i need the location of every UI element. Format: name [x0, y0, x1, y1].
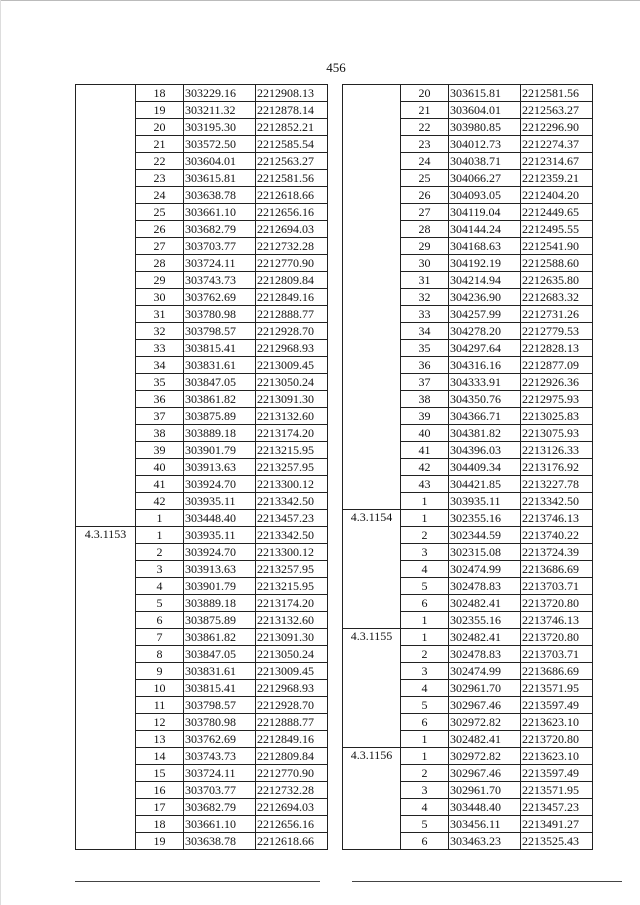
point-number-cell: 6 [401, 595, 449, 612]
x-coordinate-cell: 303935.11 [449, 493, 521, 510]
y-coordinate-cell: 2212770.90 [256, 255, 328, 272]
point-number-cell: 19 [136, 102, 184, 119]
y-coordinate-cell: 2213050.24 [256, 374, 328, 391]
y-coordinate-cell: 2213597.49 [521, 765, 593, 782]
y-coordinate-cell: 2213009.45 [256, 357, 328, 374]
point-number-cell: 7 [136, 629, 184, 646]
y-coordinate-cell: 2213342.50 [521, 493, 593, 510]
point-number-cell: 31 [136, 306, 184, 323]
x-coordinate-cell: 303615.81 [184, 170, 256, 187]
point-number-cell: 37 [136, 408, 184, 425]
point-number-cell: 30 [401, 255, 449, 272]
point-number-cell: 15 [136, 765, 184, 782]
y-coordinate-cell: 2212656.16 [256, 204, 328, 221]
y-coordinate-cell: 2212585.54 [256, 136, 328, 153]
x-coordinate-cell: 304093.05 [449, 187, 521, 204]
y-coordinate-cell: 2213623.10 [521, 714, 593, 731]
left-table-body [76, 85, 328, 850]
y-coordinate-cell: 2212694.03 [256, 221, 328, 238]
y-coordinate-cell: 2212877.09 [521, 357, 593, 374]
x-coordinate-cell: 303448.40 [184, 510, 256, 527]
point-number-cell: 11 [136, 697, 184, 714]
y-coordinate-cell: 2213257.95 [256, 459, 328, 476]
point-number-cell: 40 [136, 459, 184, 476]
y-coordinate-cell: 2213227.78 [521, 476, 593, 493]
y-coordinate-cell: 2213126.33 [521, 442, 593, 459]
y-coordinate-cell: 2213176.92 [521, 459, 593, 476]
point-number-cell: 42 [401, 459, 449, 476]
y-coordinate-cell: 2212588.60 [521, 255, 593, 272]
point-number-cell: 35 [401, 340, 449, 357]
y-coordinate-cell: 2213623.10 [521, 748, 593, 765]
point-number-cell: 1 [136, 510, 184, 527]
x-coordinate-cell: 304366.71 [449, 408, 521, 425]
point-number-cell: 22 [136, 153, 184, 170]
x-coordinate-cell: 303762.69 [184, 289, 256, 306]
x-coordinate-cell: 304421.85 [449, 476, 521, 493]
x-coordinate-cell: 303935.11 [184, 493, 256, 510]
point-number-cell: 19 [136, 833, 184, 850]
x-coordinate-cell: 302355.16 [449, 510, 521, 527]
table-row [76, 85, 328, 102]
point-number-cell: 3 [401, 544, 449, 561]
y-coordinate-cell: 2213571.95 [521, 680, 593, 697]
x-coordinate-cell: 303195.30 [184, 119, 256, 136]
y-coordinate-cell: 2212888.77 [256, 714, 328, 731]
coordinates-table-left [75, 84, 328, 850]
y-coordinate-cell: 2213174.20 [256, 425, 328, 442]
x-coordinate-cell: 302961.70 [449, 680, 521, 697]
x-coordinate-cell: 302961.70 [449, 782, 521, 799]
y-coordinate-cell: 2212731.26 [521, 306, 593, 323]
point-number-cell: 36 [136, 391, 184, 408]
x-coordinate-cell: 304381.82 [449, 425, 521, 442]
x-coordinate-cell: 303211.32 [184, 102, 256, 119]
x-coordinate-cell: 303913.63 [184, 561, 256, 578]
point-number-cell: 38 [401, 391, 449, 408]
y-coordinate-cell: 2213075.93 [521, 425, 593, 442]
y-coordinate-cell: 2212968.93 [256, 680, 328, 697]
point-number-cell: 2 [401, 765, 449, 782]
y-coordinate-cell: 2213720.80 [521, 731, 593, 748]
x-coordinate-cell: 303682.79 [184, 799, 256, 816]
right-table-body [343, 85, 593, 850]
x-coordinate-cell: 303798.57 [184, 697, 256, 714]
x-coordinate-cell: 304192.19 [449, 255, 521, 272]
point-number-cell: 32 [136, 323, 184, 340]
x-coordinate-cell: 304316.16 [449, 357, 521, 374]
point-number-cell: 40 [401, 425, 449, 442]
point-number-cell: 26 [136, 221, 184, 238]
x-coordinate-cell: 303661.10 [184, 204, 256, 221]
y-coordinate-cell: 2213571.95 [521, 782, 593, 799]
point-number-cell: 24 [401, 153, 449, 170]
section-number-cell: 4.3.1153 [76, 527, 136, 850]
x-coordinate-cell: 303743.73 [184, 272, 256, 289]
point-number-cell: 38 [136, 425, 184, 442]
point-number-cell: 33 [136, 340, 184, 357]
y-coordinate-cell: 2212908.13 [256, 85, 328, 102]
x-coordinate-cell: 302355.16 [449, 612, 521, 629]
y-coordinate-cell: 2213686.69 [521, 663, 593, 680]
x-coordinate-cell: 303682.79 [184, 221, 256, 238]
x-coordinate-cell: 302474.99 [449, 561, 521, 578]
point-number-cell: 5 [401, 816, 449, 833]
y-coordinate-cell: 2213342.50 [256, 493, 328, 510]
y-coordinate-cell: 2213740.22 [521, 527, 593, 544]
point-number-cell: 39 [401, 408, 449, 425]
x-coordinate-cell: 302344.59 [449, 527, 521, 544]
x-coordinate-cell: 303229.16 [184, 85, 256, 102]
x-coordinate-cell: 303924.70 [184, 544, 256, 561]
y-coordinate-cell: 2213491.27 [521, 816, 593, 833]
point-number-cell: 33 [401, 306, 449, 323]
point-number-cell: 34 [401, 323, 449, 340]
y-coordinate-cell: 2212878.14 [256, 102, 328, 119]
y-coordinate-cell: 2212926.36 [521, 374, 593, 391]
x-coordinate-cell: 304119.04 [449, 204, 521, 221]
y-coordinate-cell: 2212968.93 [256, 340, 328, 357]
point-number-cell: 14 [136, 748, 184, 765]
y-coordinate-cell: 2212975.93 [521, 391, 593, 408]
y-coordinate-cell: 2213009.45 [256, 663, 328, 680]
section-number-cell: 4.3.1155 [343, 629, 401, 748]
point-number-cell: 4 [136, 578, 184, 595]
y-coordinate-cell: 2213746.13 [521, 612, 593, 629]
x-coordinate-cell: 304066.27 [449, 170, 521, 187]
y-coordinate-cell: 2212928.70 [256, 697, 328, 714]
point-number-cell: 34 [136, 357, 184, 374]
point-number-cell: 6 [401, 833, 449, 850]
x-coordinate-cell: 304214.94 [449, 272, 521, 289]
x-coordinate-cell: 303924.70 [184, 476, 256, 493]
point-number-cell: 27 [401, 204, 449, 221]
x-coordinate-cell: 302482.41 [449, 629, 521, 646]
y-coordinate-cell: 2212809.84 [256, 272, 328, 289]
x-coordinate-cell: 303604.01 [449, 102, 521, 119]
point-number-cell: 1 [401, 493, 449, 510]
point-number-cell: 4 [401, 561, 449, 578]
x-coordinate-cell: 303889.18 [184, 425, 256, 442]
y-coordinate-cell: 2213174.20 [256, 595, 328, 612]
point-number-cell: 25 [401, 170, 449, 187]
y-coordinate-cell: 2213720.80 [521, 629, 593, 646]
point-number-cell: 2 [136, 544, 184, 561]
point-number-cell: 21 [136, 136, 184, 153]
x-coordinate-cell: 303831.61 [184, 663, 256, 680]
x-coordinate-cell: 304236.90 [449, 289, 521, 306]
page-edge-top [0, 0, 640, 1]
point-number-cell: 26 [401, 187, 449, 204]
y-coordinate-cell: 2213050.24 [256, 646, 328, 663]
x-coordinate-cell: 302474.99 [449, 663, 521, 680]
x-coordinate-cell: 303448.40 [449, 799, 521, 816]
point-number-cell: 8 [136, 646, 184, 663]
table-row [76, 527, 328, 544]
y-coordinate-cell: 2212770.90 [256, 765, 328, 782]
x-coordinate-cell: 302967.46 [449, 697, 521, 714]
y-coordinate-cell: 2212314.67 [521, 153, 593, 170]
y-coordinate-cell: 2213525.43 [521, 833, 593, 850]
x-coordinate-cell: 303463.23 [449, 833, 521, 850]
point-number-cell: 36 [401, 357, 449, 374]
x-coordinate-cell: 303913.63 [184, 459, 256, 476]
point-number-cell: 31 [401, 272, 449, 289]
x-coordinate-cell: 303724.11 [184, 255, 256, 272]
x-coordinate-cell: 303935.11 [184, 527, 256, 544]
x-coordinate-cell: 303604.01 [184, 153, 256, 170]
y-coordinate-cell: 2212618.66 [256, 187, 328, 204]
y-coordinate-cell: 2213300.12 [256, 476, 328, 493]
y-coordinate-cell: 2212732.28 [256, 782, 328, 799]
y-coordinate-cell: 2213132.60 [256, 612, 328, 629]
x-coordinate-cell: 302482.41 [449, 595, 521, 612]
point-number-cell: 17 [136, 799, 184, 816]
x-coordinate-cell: 303456.11 [449, 816, 521, 833]
y-coordinate-cell: 2212618.66 [256, 833, 328, 850]
point-number-cell: 5 [136, 595, 184, 612]
x-coordinate-cell: 303831.61 [184, 357, 256, 374]
x-coordinate-cell: 304144.24 [449, 221, 521, 238]
x-coordinate-cell: 302482.41 [449, 731, 521, 748]
point-number-cell: 39 [136, 442, 184, 459]
point-number-cell: 1 [401, 629, 449, 646]
x-coordinate-cell: 303847.05 [184, 646, 256, 663]
x-coordinate-cell: 304297.64 [449, 340, 521, 357]
y-coordinate-cell: 2212694.03 [256, 799, 328, 816]
point-number-cell: 6 [401, 714, 449, 731]
x-coordinate-cell: 303980.85 [449, 119, 521, 136]
point-number-cell: 22 [401, 119, 449, 136]
y-coordinate-cell: 2213703.71 [521, 578, 593, 595]
point-number-cell: 37 [401, 374, 449, 391]
x-coordinate-cell: 303780.98 [184, 714, 256, 731]
x-coordinate-cell: 303572.50 [184, 136, 256, 153]
point-number-cell: 5 [401, 697, 449, 714]
y-coordinate-cell: 2212635.80 [521, 272, 593, 289]
y-coordinate-cell: 2213091.30 [256, 629, 328, 646]
point-number-cell: 18 [136, 85, 184, 102]
x-coordinate-cell: 303901.79 [184, 578, 256, 595]
y-coordinate-cell: 2213300.12 [256, 544, 328, 561]
point-number-cell: 1 [401, 612, 449, 629]
x-coordinate-cell: 303615.81 [449, 85, 521, 102]
section-number-cell [343, 85, 401, 510]
x-coordinate-cell: 303798.57 [184, 323, 256, 340]
section-number-cell: 4.3.1156 [343, 748, 401, 850]
y-coordinate-cell: 2212779.53 [521, 323, 593, 340]
x-coordinate-cell: 303724.11 [184, 765, 256, 782]
y-coordinate-cell: 2213257.95 [256, 561, 328, 578]
point-number-cell: 3 [401, 782, 449, 799]
x-coordinate-cell: 303638.78 [184, 187, 256, 204]
point-number-cell: 23 [136, 170, 184, 187]
y-coordinate-cell: 2212404.20 [521, 187, 593, 204]
table-row [343, 629, 593, 646]
point-number-cell: 1 [401, 748, 449, 765]
y-coordinate-cell: 2213091.30 [256, 391, 328, 408]
page-number: 456 [326, 60, 346, 75]
point-number-cell: 29 [136, 272, 184, 289]
y-coordinate-cell: 2213215.95 [256, 442, 328, 459]
y-coordinate-cell: 2212296.90 [521, 119, 593, 136]
section-number-cell [76, 85, 136, 527]
point-number-cell: 4 [401, 680, 449, 697]
y-coordinate-cell: 2212541.90 [521, 238, 593, 255]
point-number-cell: 2 [401, 527, 449, 544]
x-coordinate-cell: 304350.76 [449, 391, 521, 408]
bottom-rule-left [75, 881, 320, 882]
x-coordinate-cell: 303861.82 [184, 391, 256, 408]
point-number-cell: 13 [136, 731, 184, 748]
bottom-rule-right [352, 881, 622, 882]
point-number-cell: 1 [401, 731, 449, 748]
y-coordinate-cell: 2212495.55 [521, 221, 593, 238]
point-number-cell: 9 [136, 663, 184, 680]
y-coordinate-cell: 2212449.65 [521, 204, 593, 221]
y-coordinate-cell: 2212656.16 [256, 816, 328, 833]
x-coordinate-cell: 303638.78 [184, 833, 256, 850]
point-number-cell: 20 [401, 85, 449, 102]
table-row [343, 748, 593, 765]
point-number-cell: 32 [401, 289, 449, 306]
y-coordinate-cell: 2212581.56 [256, 170, 328, 187]
point-number-cell: 24 [136, 187, 184, 204]
point-number-cell: 5 [401, 578, 449, 595]
y-coordinate-cell: 2212849.16 [256, 731, 328, 748]
y-coordinate-cell: 2213025.83 [521, 408, 593, 425]
point-number-cell: 35 [136, 374, 184, 391]
point-number-cell: 12 [136, 714, 184, 731]
x-coordinate-cell: 303743.73 [184, 748, 256, 765]
section-number-cell: 4.3.1154 [343, 510, 401, 629]
x-coordinate-cell: 304278.20 [449, 323, 521, 340]
y-coordinate-cell: 2212563.27 [521, 102, 593, 119]
point-number-cell: 16 [136, 782, 184, 799]
y-coordinate-cell: 2213597.49 [521, 697, 593, 714]
point-number-cell: 3 [401, 663, 449, 680]
table-row [343, 510, 593, 527]
y-coordinate-cell: 2213703.71 [521, 646, 593, 663]
x-coordinate-cell: 303762.69 [184, 731, 256, 748]
y-coordinate-cell: 2213342.50 [256, 527, 328, 544]
page-edge-left [0, 0, 1, 905]
x-coordinate-cell: 304012.73 [449, 136, 521, 153]
x-coordinate-cell: 303875.89 [184, 408, 256, 425]
point-number-cell: 30 [136, 289, 184, 306]
y-coordinate-cell: 2213132.60 [256, 408, 328, 425]
point-number-cell: 25 [136, 204, 184, 221]
y-coordinate-cell: 2212849.16 [256, 289, 328, 306]
y-coordinate-cell: 2212274.37 [521, 136, 593, 153]
y-coordinate-cell: 2212928.70 [256, 323, 328, 340]
point-number-cell: 27 [136, 238, 184, 255]
y-coordinate-cell: 2213686.69 [521, 561, 593, 578]
x-coordinate-cell: 303861.82 [184, 629, 256, 646]
x-coordinate-cell: 302478.83 [449, 646, 521, 663]
point-number-cell: 1 [401, 510, 449, 527]
x-coordinate-cell: 304168.63 [449, 238, 521, 255]
x-coordinate-cell: 304396.03 [449, 442, 521, 459]
point-number-cell: 10 [136, 680, 184, 697]
x-coordinate-cell: 303875.89 [184, 612, 256, 629]
point-number-cell: 1 [136, 527, 184, 544]
x-coordinate-cell: 303780.98 [184, 306, 256, 323]
x-coordinate-cell: 302478.83 [449, 578, 521, 595]
y-coordinate-cell: 2212828.13 [521, 340, 593, 357]
y-coordinate-cell: 2212581.56 [521, 85, 593, 102]
point-number-cell: 28 [401, 221, 449, 238]
point-number-cell: 6 [136, 612, 184, 629]
y-coordinate-cell: 2213724.39 [521, 544, 593, 561]
y-coordinate-cell: 2212359.21 [521, 170, 593, 187]
y-coordinate-cell: 2212809.84 [256, 748, 328, 765]
y-coordinate-cell: 2213215.95 [256, 578, 328, 595]
x-coordinate-cell: 304038.71 [449, 153, 521, 170]
x-coordinate-cell: 304333.91 [449, 374, 521, 391]
point-number-cell: 23 [401, 136, 449, 153]
x-coordinate-cell: 303847.05 [184, 374, 256, 391]
point-number-cell: 2 [401, 646, 449, 663]
x-coordinate-cell: 303815.41 [184, 680, 256, 697]
x-coordinate-cell: 302972.82 [449, 714, 521, 731]
y-coordinate-cell: 2212852.21 [256, 119, 328, 136]
x-coordinate-cell: 303703.77 [184, 782, 256, 799]
y-coordinate-cell: 2212683.32 [521, 289, 593, 306]
x-coordinate-cell: 302315.08 [449, 544, 521, 561]
x-coordinate-cell: 304257.99 [449, 306, 521, 323]
y-coordinate-cell: 2213720.80 [521, 595, 593, 612]
table-row [343, 85, 593, 102]
coordinates-table-right [342, 84, 593, 850]
point-number-cell: 28 [136, 255, 184, 272]
x-coordinate-cell: 303815.41 [184, 340, 256, 357]
point-number-cell: 3 [136, 561, 184, 578]
x-coordinate-cell: 303901.79 [184, 442, 256, 459]
x-coordinate-cell: 303889.18 [184, 595, 256, 612]
x-coordinate-cell: 303661.10 [184, 816, 256, 833]
y-coordinate-cell: 2213457.23 [521, 799, 593, 816]
x-coordinate-cell: 302972.82 [449, 748, 521, 765]
point-number-cell: 29 [401, 238, 449, 255]
y-coordinate-cell: 2212888.77 [256, 306, 328, 323]
x-coordinate-cell: 303703.77 [184, 238, 256, 255]
point-number-cell: 41 [401, 442, 449, 459]
y-coordinate-cell: 2212732.28 [256, 238, 328, 255]
point-number-cell: 21 [401, 102, 449, 119]
point-number-cell: 42 [136, 493, 184, 510]
point-number-cell: 18 [136, 816, 184, 833]
x-coordinate-cell: 302967.46 [449, 765, 521, 782]
point-number-cell: 20 [136, 119, 184, 136]
x-coordinate-cell: 304409.34 [449, 459, 521, 476]
y-coordinate-cell: 2212563.27 [256, 153, 328, 170]
point-number-cell: 43 [401, 476, 449, 493]
point-number-cell: 41 [136, 476, 184, 493]
y-coordinate-cell: 2213457.23 [256, 510, 328, 527]
point-number-cell: 4 [401, 799, 449, 816]
y-coordinate-cell: 2213746.13 [521, 510, 593, 527]
